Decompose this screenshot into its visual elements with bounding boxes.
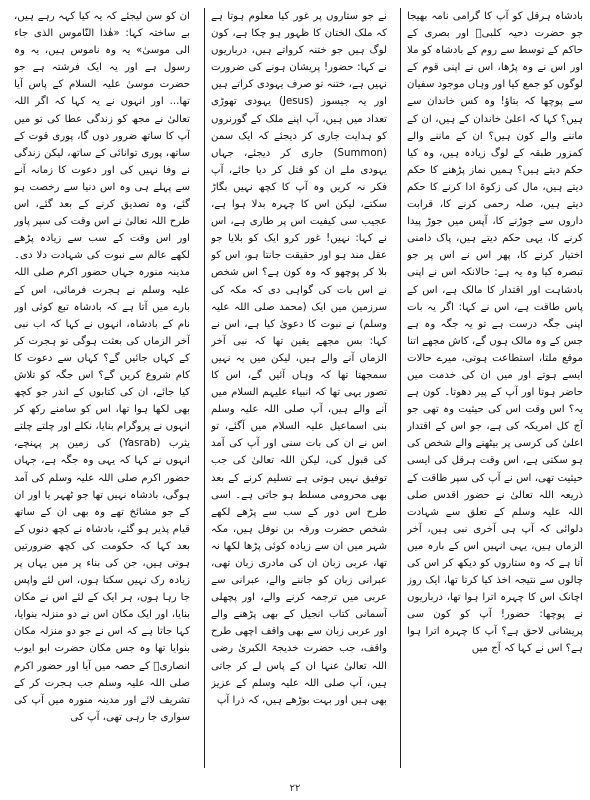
- text-column-right: [407, 8, 583, 768]
- column-left-text: ان کو سن لیجئے کہ یہ کیا کہہ رہے ہیں، بے ساختہ کہا: «ھٰذا النّاموس الذی جاء الی موسیٰ» یہ وہ ناموس ہیں، یہ وہ رسول ہے اور یہ ایک فرشتہ ہے جو حضرت موسیٰ علیہ السلام کے پاس آیا تھا... اور انہوں نے یہ کہا کہ اگر اللہ تعالیٰ نے مجھ کو زندگی عطا کی تو میں آپ کا ساتھ ضرور دوں گا، پوری قوت کے ساتھ، پوری توانائی کے ساتھ، لیکن زندگی نے وفا نہیں کی اور دعوت کا زمانہ آنے سے پہلے ہی وہ اس دنیا سے رخصت ہو گئے، وہ تصدیق کرنے کے بعد گئے، اس طرح اللہ تعالیٰ نے اس وقت کی سپر پاور اور اس وقت کے سب سے زیادہ پڑھے لکھے عالم سے نبوت کی شہادت دلا دی۔ مدینہ منورہ جہاں حضور اکرم صلی اللہ علیہ وسلم نے ہجرت فرمائی، اس کے بارے میں آتا ہے کہ بادشاہ تبع کوئی اور نام کے بادشاہ، انہوں نے کہا کہ اب نبی آخر الزماں کی بعثت ہوگی تو ہجرت کر کے کہاں جائیں گے؟ کہاں سے دعوت کا کام شروع کریں گے؟ اس جگہ کو تلاش کیا جائے، ان کی کتابوں کے اندر جو کچھ بھی لکھا ہوا تھا، اس کو سامنے رکھ کر انہوں نے پروگرام بنایا، نکلے اور چلتے چلتے یثرب (Yasrab) کی زمین پر پہنچے، انہوں نے کہا کہ یہی وہ جگہ ہے، جہاں حضور اکرم صلی اللہ علیہ وسلم کی آمد ہوگی، بادشاہ نہیں تھا جو ٹھہر یا اور ان کے جو مشائخ تھے وہ بھی ان کے ساتھ قیام پذیر ہو گئے، بادشاہ نے کچھ دنوں کے بعد کہا کہ حکومت کی کچھ ضرورتیں ہوتی ہیں، جن کی بناء پر میں یہاں پر زیادہ رک نہیں سکتا ہوں، اس لئے واپس جا رہا ہوں، ہر ایک کے لئے اس نے مکان بنایا، اور ایک مکان اس نے دو منزلہ بنوایا، کہا جاتا ہے کہ اس نے جو دو منزلہ مکان بنوایا تھا وہ جس مکان حضرت ابو ایوب انصاریؓ کے حصہ میں آیا اور حضور اکرم صلی اللہ علیہ وسلم جب ہجرت کر کے تشریف لائے اور مدینہ منورہ میں آپ کی سواری جا رہی تھی، آپ کی: [14, 11, 190, 723]
- text-column-middle: [211, 8, 387, 768]
- column-divider: [204, 8, 205, 768]
- text-column-left: [14, 8, 190, 768]
- page-number: ٢٢: [289, 783, 301, 794]
- column-right-text: بادشاہ ہرقل کو آپ کا گرامی نامہ بھیجا جو حضرت دحیہ کلبیؓ اور بصری کے حاکم کے توسط سے روم کے بادشاہ کو ملا اور اس نے وہ پڑھا، اس نے اپنی قوم کے لوگوں کو جمع کیا اور وہاں موجود سفیان سے پوچھا کہ بتاؤ! وہ کس خاندان سے ہیں؟ کہا کہ اعلیٰ خاندان کے ہیں، ان کے ماننے والے کون ہیں؟ ان کے ماننے والے کمزور طبقہ کے لوگ زیادہ ہیں، وہ کیا حکم دیتے ہیں؟ ہمیں نماز پڑھنے کا حکم دیتے ہیں، مال کی زکوۃ ادا کرنے کا حکم دیتے ہیں، صلہ رحمی کرنے کا، قرابت داروں سے جوڑنے کا، آپس میں جوڑ پیدا کرنے کا، یہی حکم دیتے ہیں، پاک دامنی اختیار کرنے کا، پھر اس نے اس پر جو تبصرہ کیا وہ یہ ہے: حالانکہ اس نے اپنی بادشاہت اور اقتدار کا مالک ہے، اس کے پاس طاقت ہے، اس نے کہا: اگر یہ بات اپنی جگہ درست ہے تو یہ جگہ وہ ہے جس کے وہ مالک ہوں گے، کاش مجھے اتنا موقع ملتا، استطاعت ہوتی، میرے حالات ایسے ہوتے اور میں ان کی خدمت میں حاضر ہوتا اور آپ کے پیر دھوتا۔ کون ہے یہ؟ اس وقت اس کی حیثیت وہ تھی جو آج کل امریکہ کی ہے، جو اس کے اقتدار اعلیٰ کی کرسی پر بیٹھنے والے شخص کی ہو سکتی ہے، اس وقت ہرقل کی ایسی حیثیت تھی، اس نے آپ کی سپر طاقت کے ذریعہ اللہ تعالیٰ نے حضور اقدس صلی اللہ علیہ وسلم کے تعلق سے شہادت دلوائی کہ آپ ہی آخری نبی ہیں، آخر الزماں ہیں، یہی انہیں اس کے بارہ میں آتا ہے کہ وہ ستاروں کو دیکھ کر اس کی چالوں سے نتیجہ اخذ کیا کرتا تھا، ایک روز اچانک اس کا چہرہ اترا ہوا تھا، درباریوں نے پوچھا: حضور! آپ کو کون سی پریشانی لاحق ہے؟ آپ کا چہرہ اترا ہوا ہے؟ اس نے کہا کہ آج میں: [407, 11, 583, 655]
- column-divider: [400, 8, 401, 768]
- column-middle-text: نے جو ستاروں پر غور کیا معلوم ہوتا ہے کہ ملک الختان کا ظہور ہو چکا ہے، کون لوگ ہیں جو ختنہ کرواتے ہیں، درباریوں نے کہا: حضور! پریشان ہونے کی ضرورت نہیں ہے، ختنہ تو صرف یہودی کراتے ہیں اور یہ جیسوز (Jesus) یہودی تھوڑی تعداد میں ہیں، آپ اپنے ملک کے گورنروں کو ہدایت جاری کر دیجئے کہ ایک سمن (Summon) جاری کر دیجئے، جہاں یہودی ملے ان کو قتل کر دیا جائے، آپ فکر نہ کریں وہ آپ کا کچھ نہیں بگاڑ سکتے، لیکن اس کا چہرہ بدلا ہوا ہے، عجیب سی کیفیت اس پر طاری ہے، اس نے کہا: نہیں! غور کرو ایک کو بلایا جو عقل مند ہو اور حقیقت جانتا ہو، اس کو بلا کر پوچھو کہ وہ کون ہے؟ اس شخص نے اس بات کی گواہی دی کہ مکہ کی سرزمین میں ایک (محمد صلی اللہ علیہ وسلم) نے نبوت کا دعویٰ کیا ہے، اس نے کہا: بس مجھے یقین تھا کہ نبی آخر الزماں آنے والے ہیں، لیکن میں یہ نہیں سمجھتا تھا کہ وہاں آئیں گے، اس کا تصور یہی تھا کہ انبیاء علیہم السلام میں آنے والے ہیں، آپ صلی اللہ علیہ وسلم بنی اسماعیل علیہ السلام میں آگئے، تو اس نے ان کی بات سنی اور آپ کی آمد کی قبول کی، لیکن اللہ تعالیٰ کی جب توفیق نہیں ہوتی ہے تسلیم کرنے کے بعد بھی محرومی مسلط ہو جاتی ہے۔ اسی طرح اس دور کے سب سے پڑھے لکھے شخص حضرت ورقہ بن نوفل ہیں، مکہ شہر میں ان سے زیادہ کوئی پڑھا لکھا نہ تھا، عربی زبان ان کی مادری زبان تھی، عبرانی زبان کو جاننے والے، عبرانی سے عربی میں ترجمہ کرنے والے، اور پچھلی آسمانی کتاب انجیل کے بھی پڑھنے والے اور عربی زبان سے بھی واقف اچھی طرح واقف، جب حضرت خدیجۃ الکبریٰ رضی اللہ تعالیٰ عنہا ان کے پاس لے کر جاتی ہیں، آپ صلی اللہ علیہ وسلم کے عزیز بھی ہیں اور بہت بوڑھے ہیں، کہ ذرا آپ: [211, 11, 387, 706]
